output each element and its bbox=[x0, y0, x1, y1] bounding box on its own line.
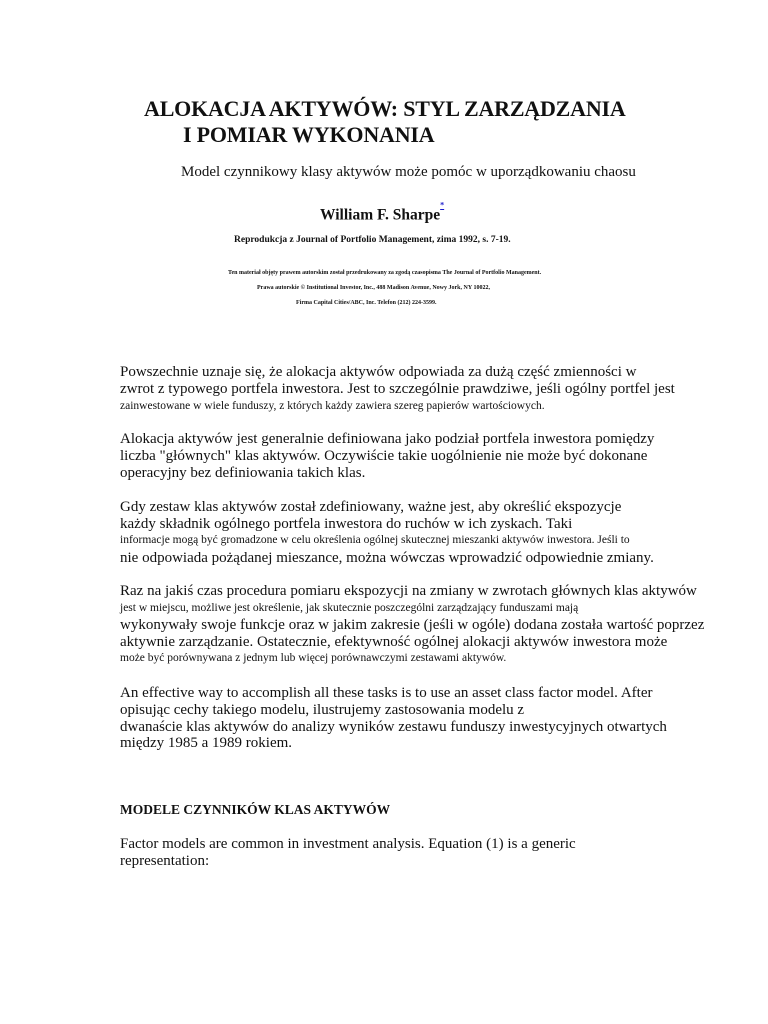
paragraph-1-line-2: zwrot z typowego portfela inwestora. Jest to szczególnie prawdziwe, jeśli ogólny portfel jest bbox=[120, 381, 675, 397]
author-footnote-link[interactable]: * bbox=[440, 201, 445, 210]
paragraph-5-line-3: dwanaście klas aktywów do analizy wyników zestawu funduszy inwestycyjnych otwartych bbox=[120, 719, 667, 735]
paragraph-1-line-3: zainwestowane w wiele funduszy, z których każdy zawiera szereg papierów wartościowych. bbox=[120, 400, 545, 412]
reproduction-note: Reprodukcja z Journal of Portfolio Management, zima 1992, s. 7-19. bbox=[234, 235, 511, 245]
section-heading: MODELE CZYNNIKÓW KLAS AKTYWÓW bbox=[120, 802, 391, 817]
author-line bbox=[320, 201, 444, 224]
paragraph-2-line-1: Alokacja aktywów jest generalnie definiowana jako podział portfela inwestora pomiędzy bbox=[120, 431, 655, 447]
paragraph-4-line-2: jest w miejscu, możliwe jest określenie, jak skutecznie poszczególni zarządzający funduszami mają bbox=[120, 602, 579, 614]
paragraph-5-line-2: opisując cechy takiego modelu, ilustrujemy zastosowania modelu z bbox=[120, 702, 525, 718]
paragraph-5-line-1: An effective way to accomplish all these tasks is to use an asset class factor model. After bbox=[120, 685, 653, 701]
paragraph-6-line-2: representation: bbox=[120, 853, 210, 869]
paragraph-3-line-3: informacje mogą być gromadzone w celu określenia ogólnej skutecznej mieszanki aktywów inwestora. Jeśli to bbox=[120, 534, 630, 546]
subtitle: Model czynnikowy klasy aktywów może pomóc w uporządkowaniu chaosu bbox=[181, 164, 636, 180]
copyright-line-3: Firma Capital Cities/ABC, Inc. Telefon (212) 224-3599. bbox=[296, 300, 437, 306]
paragraph-2-line-2: liczba "głównych" klas aktywów. Oczywiście takie uogólnienie nie może być dokonane bbox=[120, 448, 648, 464]
paragraph-3-line-2: każdy składnik ogólnego portfela inwestora do ruchów w ich zyskach. Taki bbox=[120, 516, 573, 532]
paragraph-4-line-3: wykonywały swoje funkcje oraz w jakim zakresie (jeśli w ogóle) dodana została wartość poprzez bbox=[120, 617, 705, 633]
paragraph-4-line-4: aktywnie zarządzanie. Ostatecznie, efektywność ogólnej alokacji aktywów inwestora może bbox=[120, 634, 668, 650]
paragraph-5-line-4: między 1985 a 1989 rokiem. bbox=[120, 735, 293, 751]
paragraph-3-line-4: nie odpowiada pożądanej mieszance, można wówczas wprowadzić odpowiednie zmiany. bbox=[120, 550, 654, 566]
paragraph-3-line-1: Gdy zestaw klas aktywów został zdefiniowany, ważne jest, aby określić ekspozycje bbox=[120, 499, 622, 515]
copyright-line-1: Ten materiał objęty prawem autorskim został przedrukowany za zgodą czasopisma The Journal of Portfolio Management. bbox=[228, 270, 542, 276]
paragraph-4-line-5: może być porównywana z jednym lub więcej porównawczymi zestawami aktywów. bbox=[120, 652, 507, 664]
paragraph-4-line-1: Raz na jakiś czas procedura pomiaru ekspozycji na zmiany w zwrotach głównych klas aktywów bbox=[120, 583, 697, 599]
paragraph-1-line-1: Powszechnie uznaje się, że alokacja aktywów odpowiada za dużą część zmienności w bbox=[120, 364, 637, 380]
paragraph-2-line-3: operacyjny bez definiowania takich klas. bbox=[120, 465, 366, 481]
copyright-line-2: Prawa autorskie © Institutional Investor, Inc., 488 Madison Avenue, Nowy Jork, NY 10022, bbox=[257, 285, 490, 291]
title-line-2: I POMIAR WYKONANIA bbox=[183, 122, 435, 147]
title-line-1: ALOKACJA AKTYWÓW: STYL ZARZĄDZANIA bbox=[144, 96, 626, 121]
paragraph-6-line-1: Factor models are common in investment analysis. Equation (1) is a generic bbox=[120, 836, 576, 852]
author-name: William F. Sharpe bbox=[320, 206, 441, 224]
